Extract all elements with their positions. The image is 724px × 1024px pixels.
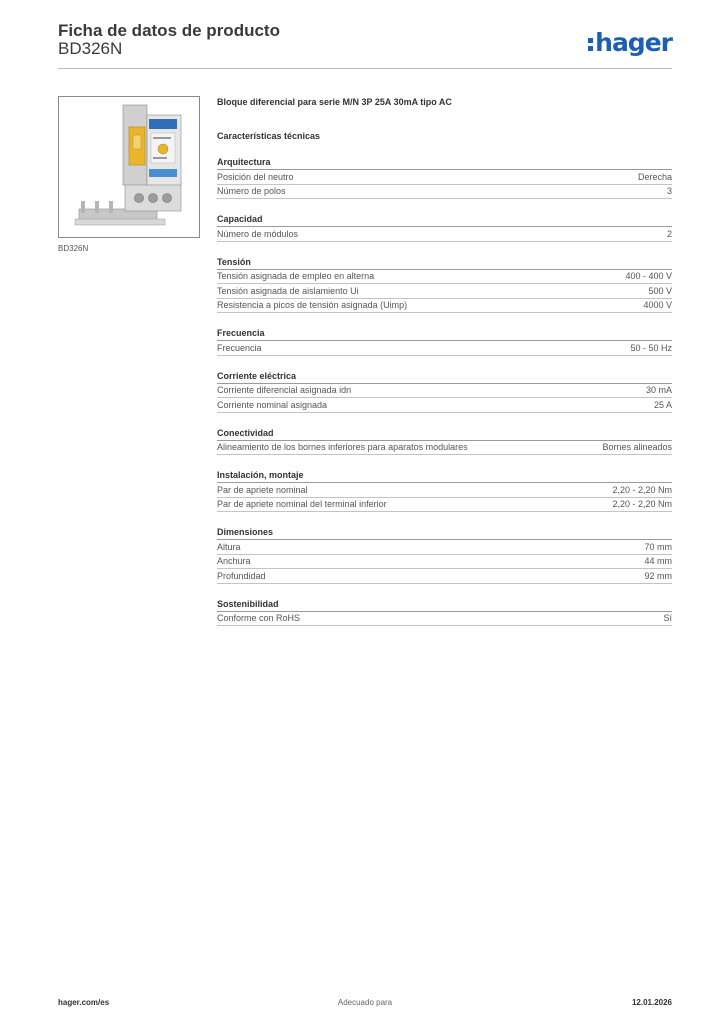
spec-value: 500 V [648,285,672,296]
logo-text: hager [595,28,672,57]
spec-value: 3 [666,186,672,197]
product-description: Bloque diferencial para serie M/N 3P 25A 30mA tipo AC [217,97,452,107]
logo-dots-icon [588,38,593,51]
spec-row [217,441,672,456]
spec-value: 25 A [653,399,672,410]
spec-section [217,156,672,199]
spec-section-title: Instalación, montaje [217,469,672,483]
spec-section [217,427,672,456]
spec-row [217,299,672,314]
spec-section-title: Arquitectura [217,156,672,170]
product-code: BD326N [58,39,123,58]
spec-row [217,398,672,413]
spec-row [217,540,672,555]
spec-section [217,327,672,356]
spec-value: 44 mm [644,556,672,567]
spec-value: 92 mm [644,570,672,581]
footer-date: 12.01.2026 [631,998,672,1007]
spec-section [217,598,672,627]
spec-sections [217,156,672,626]
spec-label: Frecuencia [217,342,262,353]
spec-section-title: Capacidad [217,213,672,227]
spec-label: Altura [217,541,241,552]
page-header [58,20,672,70]
spec-section-title: Tensión [217,256,672,270]
spec-label: Conforme con RoHS [217,613,301,624]
header-divider [58,68,672,69]
spec-label: Número de módulos [217,228,299,239]
spec-label: Resistencia a picos de tensión asignada (Uimp) [217,300,408,311]
spec-label: Par de apriete nominal [217,484,308,495]
product-content [217,96,672,626]
spec-row [217,227,672,242]
spec-row [217,284,672,299]
spec-section [217,526,672,584]
spec-label: Número de polos [217,186,286,197]
spec-row [217,498,672,513]
spec-label: Tensión asignada de aislamiento Ui [217,285,359,296]
spec-row [217,270,672,285]
image-caption: BD326N [58,244,89,253]
spec-row [217,612,672,627]
footer-center-text: Adecuado para [337,998,393,1007]
spec-value: Derecha [637,171,672,182]
spec-value: 2,20 - 2,20 Nm [612,484,672,495]
spec-value: 2 [666,228,672,239]
spec-value: 70 mm [644,541,672,552]
spec-label: Anchura [217,556,251,567]
spec-label: Profundidad [217,570,266,581]
spec-section-title: Corriente eléctrica [217,370,672,384]
spec-row [217,569,672,584]
hager-logo [588,28,672,58]
spec-label: Tensión asignada de empleo en alterna [217,271,375,282]
spec-section-title: Sostenibilidad [217,598,672,612]
technical-characteristics-title: Características técnicas [217,131,321,141]
spec-value: 4000 V [643,300,672,311]
product-image [58,96,200,238]
spec-value: 2,20 - 2,20 Nm [612,499,672,510]
document-title: Ficha de datos de producto [58,21,280,40]
spec-section-title: Dimensiones [217,526,672,540]
page-footer [58,998,672,1010]
spec-section [217,256,672,314]
spec-row [217,483,672,498]
spec-row [217,341,672,356]
spec-row [217,555,672,570]
spec-value: Bornes alineados [602,442,672,453]
spec-value: 30 mA [645,385,672,396]
spec-section [217,469,672,512]
spec-section-title: Frecuencia [217,327,672,341]
spec-label: Corriente nominal asignada [217,399,328,410]
footer-website: hager.com/es [58,998,110,1007]
spec-label: Posición del neutro [217,171,294,182]
spec-section [217,370,672,413]
spec-section-title: Conectividad [217,427,672,441]
spec-row [217,170,672,185]
residual-current-block-icon [59,97,199,237]
spec-label: Corriente diferencial asignada idn [217,385,352,396]
spec-section [217,213,672,242]
spec-value: 400 - 400 V [625,271,672,282]
spec-row [217,185,672,200]
spec-label: Alineamiento de los bornes inferiores para aparatos modulares [217,442,468,453]
spec-label: Par de apriete nominal del terminal inferior [217,499,387,510]
spec-value: Sí [663,613,672,624]
spec-row [217,384,672,399]
spec-value: 50 - 50 Hz [630,342,672,353]
